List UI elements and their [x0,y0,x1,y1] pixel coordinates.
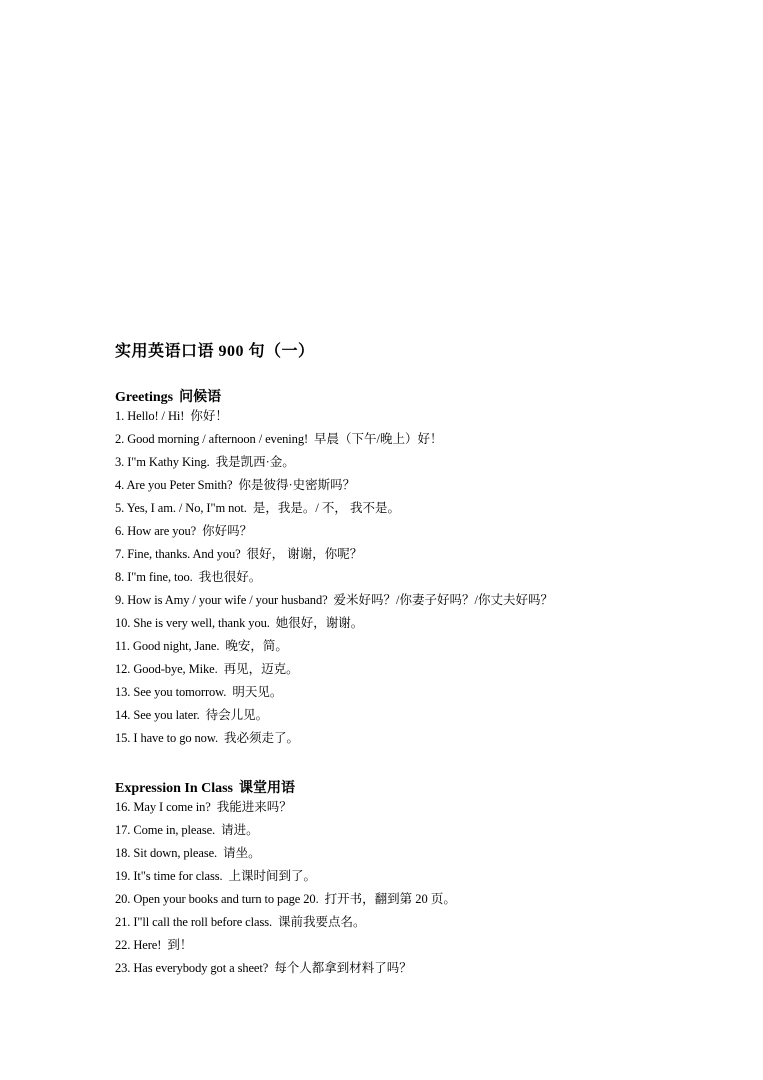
list-item [115,934,456,957]
sentence-zh: 你好吗？ [202,524,253,538]
sentence-zh: 课前我要点名。 [278,915,366,929]
greetings-list [115,405,553,750]
section-heading-en: Expression In Class [115,781,234,796]
sentence-en: 9. How is Amy / your wife / your husband? [115,593,328,607]
sentence-zh: 打开书，翻到第 20 页。 [324,892,456,906]
sentence-zh: 到！ [167,938,193,952]
section-heading-greetings [115,386,221,406]
list-item [115,727,553,750]
list-item [115,428,553,451]
sentence-zh: 每个人都拿到材料了吗？ [274,961,412,975]
sentence-zh: 请坐。 [223,846,261,860]
section-heading-en: Greetings [115,390,174,405]
sentence-en: 3. I"m Kathy King. [115,455,210,469]
list-item [115,888,456,911]
sentence-zh: 很好， 谢谢，你呢？ [246,547,363,561]
sentence-zh: 再见，迈克。 [223,662,299,676]
list-item [115,497,553,520]
list-item [115,543,553,566]
sentence-en: 11. Good night, Jane. [115,639,220,653]
sentence-en: 22. Here! [115,938,162,952]
list-item [115,635,553,658]
list-item [115,911,456,934]
sentence-en: 15. I have to go now. [115,731,218,745]
sentence-en: 6. How are you? [115,524,197,538]
sentence-en: 23. Has everybody got a sheet? [115,961,269,975]
sentence-zh: 她很好，谢谢。 [275,616,364,630]
sentence-zh: 早晨（下午/晚上）好！ [314,432,443,446]
sentence-zh: 我是凯西·金。 [215,455,295,469]
sentence-zh: 我能进来吗？ [216,800,292,814]
sentence-en: 19. It"s time for class. [115,869,223,883]
sentence-en: 2. Good morning / afternoon / evening! [115,432,309,446]
list-item [115,681,553,704]
list-item [115,658,553,681]
page-title: 实用英语口语 900 句（一） [115,343,315,360]
sentence-zh: 上课时间到了。 [228,869,317,883]
sentence-en: 1. Hello! / Hi! [115,409,185,423]
list-item [115,566,553,589]
expression-in-class-list [115,796,456,980]
sentence-zh: 爱米好吗？/你妻子好吗？/你丈夫好吗？ [333,593,553,607]
list-item [115,612,553,635]
sentence-en: 21. I"ll call the roll before class. [115,915,273,929]
sentence-zh: 待会儿见。 [205,708,269,722]
sentence-zh: 明天见。 [232,685,283,699]
sentence-zh: 是，我是。/ 不， 我不是。 [252,501,401,515]
sentence-en: 5. Yes, I am. / No, I"m not. [115,501,247,515]
sentence-en: 8. I"m fine, too. [115,570,193,584]
list-item [115,451,553,474]
list-item [115,589,553,612]
list-item [115,957,456,980]
section-heading-expression-in-class [115,777,295,797]
list-item [115,520,553,543]
sentence-zh: 我也很好。 [198,570,262,584]
section-heading-zh: 课堂用语 [239,781,296,796]
sentence-en: 10. She is very well, thank you. [115,616,270,630]
list-item [115,704,553,727]
sentence-en: 16. May I come in? [115,800,211,814]
sentence-zh: 我必须走了。 [223,731,299,745]
sentence-en: 20. Open your books and turn to page 20. [115,892,319,906]
sentence-en: 12. Good-bye, Mike. [115,662,218,676]
list-item [115,819,456,842]
list-item [115,405,553,428]
sentence-zh: 你好！ [190,409,228,423]
sentence-zh: 请进。 [221,823,259,837]
list-item [115,865,456,888]
sentence-en: 14. See you later. [115,708,200,722]
sentence-zh: 晚安，简。 [225,639,288,653]
sentence-en: 4. Are you Peter Smith? [115,478,233,492]
section-heading-zh: 问候语 [179,390,222,405]
list-item [115,474,553,497]
sentence-en: 18. Sit down, please. [115,846,218,860]
sentence-en: 7. Fine, thanks. And you? [115,547,241,561]
sentence-en: 17. Come in, please. [115,823,216,837]
sentence-en: 13. See you tomorrow. [115,685,227,699]
sentence-zh: 你是彼得·史密斯吗？ [238,478,356,492]
list-item [115,842,456,865]
list-item [115,796,456,819]
